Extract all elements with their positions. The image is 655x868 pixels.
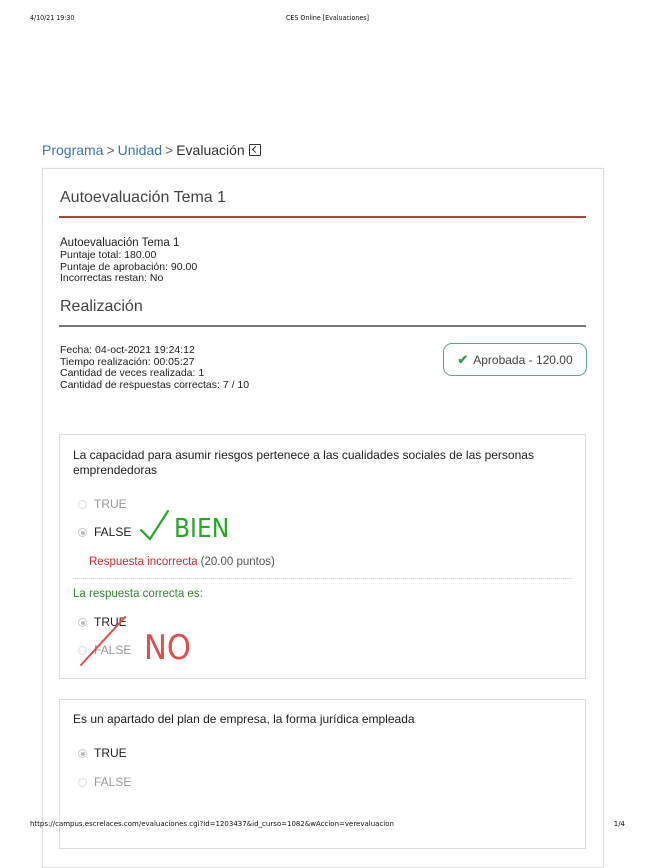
dotted-divider xyxy=(73,578,572,579)
correct-option-true xyxy=(78,615,127,629)
breadcrumb-current: Evaluación xyxy=(176,142,245,158)
print-page-number: 1/4 xyxy=(613,820,625,828)
incorrect-answer-label: Respuesta incorrecta xyxy=(89,556,198,568)
tiempo-label: Tiempo realización: xyxy=(60,355,154,368)
handwritten-no-text: NO xyxy=(144,628,191,668)
option-label: FALSE xyxy=(94,643,132,657)
breadcrumb-unidad-link[interactable]: Unidad xyxy=(117,142,163,158)
option-true xyxy=(78,746,127,760)
option-true xyxy=(78,497,127,511)
correct-option-false xyxy=(78,643,131,657)
option-label: TRUE xyxy=(94,497,127,511)
puntaje-aprobacion: Puntaje de aprobación: 90.00 xyxy=(60,260,198,273)
radio-selected xyxy=(78,528,87,537)
evaluation-card xyxy=(42,168,604,868)
radio-unselected xyxy=(78,646,87,655)
option-label: FALSE xyxy=(94,775,132,789)
radio-unselected xyxy=(78,500,87,509)
handwritten-bien-text: BIEN xyxy=(174,514,230,544)
print-url: https://campus.escrelaces.com/evaluaciones.cgi?id=1203437&id_curso=1082&wAccion=verevaluacion xyxy=(30,820,394,828)
title-divider xyxy=(59,216,586,218)
print-footer xyxy=(30,820,625,832)
puntaje-total: Puntaje total: 180.00 xyxy=(60,249,157,261)
check-icon: ✔ xyxy=(457,351,469,367)
question-text: Es un apartado del plan de empresa, la forma jurídica empleada xyxy=(73,712,415,726)
evaluation-title: Autoevaluación Tema 1 xyxy=(60,189,227,206)
answer-feedback xyxy=(89,556,275,568)
breadcrumb-separator: > xyxy=(165,142,174,158)
realizacion-title: Realización xyxy=(60,298,143,315)
incorrectas-restan: Incorrectas restan: No xyxy=(60,272,164,284)
respuestas-correctas: Cantidad de respuestas correctas: 7 / 10 xyxy=(60,378,250,391)
option-false xyxy=(78,775,131,789)
realizacion-details xyxy=(60,345,249,391)
print-title: CES Online [Evaluaciones] xyxy=(286,14,369,22)
back-arrow-icon[interactable] xyxy=(249,144,261,156)
option-false xyxy=(78,525,131,539)
correct-answer-label: La respuesta correcta es: xyxy=(73,588,203,600)
points-label: (20.00 puntos) xyxy=(200,556,275,568)
status-badge xyxy=(443,343,587,376)
veces-realizada: Cantidad de veces realizada: 1 xyxy=(60,367,205,379)
radio-unselected xyxy=(78,778,87,787)
question-card xyxy=(59,434,586,679)
breadcrumb-programa-link[interactable]: Programa xyxy=(42,142,104,158)
fecha-value: 04-oct-2021 19:24:12 xyxy=(95,344,195,356)
breadcrumb xyxy=(42,142,261,158)
fecha-label: Fecha: xyxy=(60,344,96,356)
realizacion-divider xyxy=(59,325,586,327)
tiempo-value: 00:05:27 xyxy=(153,355,195,368)
evaluation-name: Autoevaluación Tema 1 xyxy=(60,237,180,249)
status-badge-label: Aprobada - 120.00 xyxy=(473,352,573,367)
print-header xyxy=(30,14,625,26)
radio-selected xyxy=(78,618,87,627)
evaluation-summary xyxy=(60,237,197,285)
print-date: 4/10/21 19:30 xyxy=(30,14,75,22)
breadcrumb-separator: > xyxy=(106,142,115,158)
option-label: TRUE xyxy=(94,615,127,629)
question-text: La capacidad para asumir riesgos pertenece a las cualidades sociales de las personas emprendedoras xyxy=(73,448,534,477)
option-label: FALSE xyxy=(94,525,132,539)
option-label: TRUE xyxy=(94,746,127,760)
radio-selected xyxy=(78,749,87,758)
